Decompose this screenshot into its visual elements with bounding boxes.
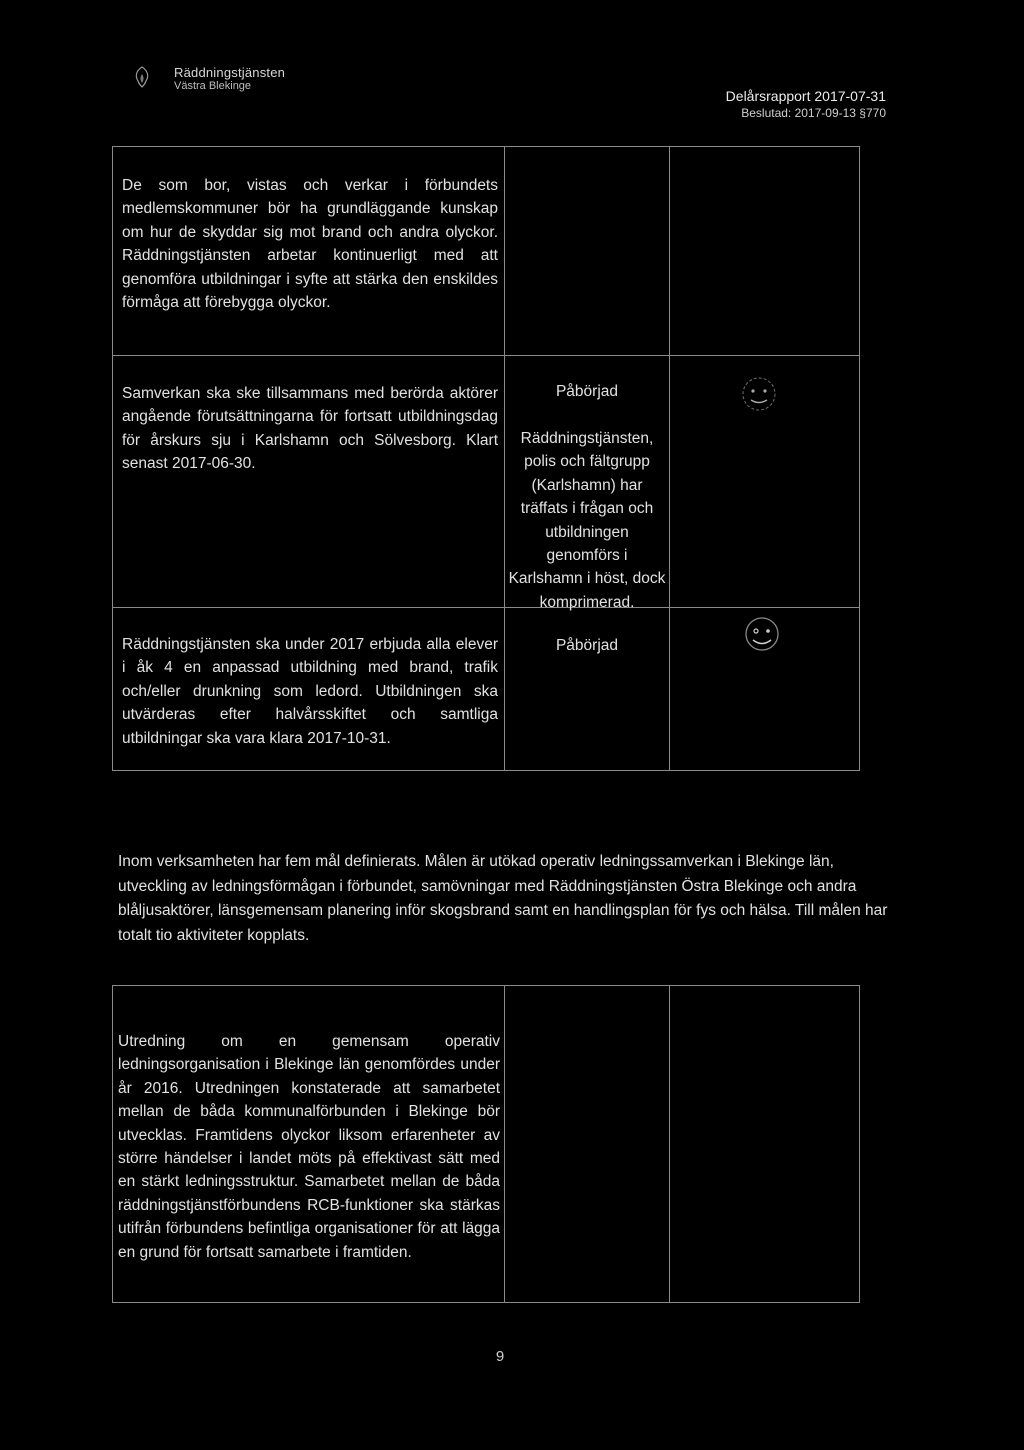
row-divider <box>112 355 860 356</box>
status-label: Påbörjad <box>555 383 619 400</box>
smiley-icon <box>740 614 784 654</box>
column-border <box>859 985 860 1302</box>
table-border-bottom <box>112 1302 860 1303</box>
body-paragraph: Inom verksamheten har fem mål definierats. Målen är utökad operativ ledningssamverkan i Blekinge län, utveckling av ledningsförmågan i förbundet, samövningar med Räddningstjänsten Östra Blekinge och andra blåljusaktörer, länsgemensam planering inför skogsbrand samt en handlingsplan för fys och hälsa. Till målen har totalt tio aktiviteter kopplats. <box>118 853 888 944</box>
activity-text: De som bor, vistas och verkar i förbundets medlemskommuner bör ha grundläggande kunskap om hur de skyddar sig mot brand och andra olyckor. Räddningstjänsten arbetar kontinuerligt med att genomföra utbildningar i syfte att stärka den enskildes förmåga att förebygga olyckor. <box>122 177 498 312</box>
activity-text: Räddningstjänsten ska under 2017 erbjuda alla elever i åk 4 en anpassad utbildning med brand, trafik och/eller drunkning som ledord. Utbildningen ska utvärderas efter halvårsskiftet och samtliga utbildningar ska vara klara 2017-10-31. <box>122 636 498 747</box>
report-decision-date: Beslutad: 2017-09-13 §770 <box>741 106 886 120</box>
table-border-bottom <box>112 770 860 771</box>
table-border-top <box>112 146 860 147</box>
goal-text: Utredning om en gemensam operativ ledningsorganisation i Blekinge län genomfördes under år 2016. Utredningen konstaterade att samarbetet mellan de båda kommunalförbunden i Blekinge bör utvecklas. Framtidens olyckor liksom erfarenheter av större händelser i landet möts på effektivast sätt med en stärkt ledningsstruktur. Samarbetet mellan de båda räddningstjänstförbundens RCB-funktioner ska stärkas utifrån förbundens befintliga organisationer för att lägga en grund för fortsatt samarbete i framtiden. <box>118 1033 500 1261</box>
column-border <box>669 985 670 1302</box>
activity-text: Samverkan ska ske tillsammans med berörda aktörer angående förutsättningarna för fortsatt utbildningsdag för årskurs sju i Karlshamn och Sölvesborg. Klart senast 2017-06-30. <box>122 385 498 473</box>
column-border <box>669 146 670 770</box>
row-divider <box>112 607 860 608</box>
smiley-icon <box>737 374 781 414</box>
status-comment: Räddningstjänsten, polis och fältgrupp (Karlshamn) har träffats i frågan och utbildningen genomförs i Karlshamn i höst, dock komprimerad. <box>508 430 666 611</box>
column-border <box>504 985 505 1302</box>
report-title: Delårsrapport 2017-07-31 <box>725 88 886 104</box>
table-border-top <box>112 985 860 986</box>
organization-name: Räddningstjänsten <box>174 65 286 80</box>
organization-subtitle: Västra Blekinge <box>174 80 252 92</box>
page-number: 9 <box>495 1348 505 1365</box>
logo-icon <box>132 66 152 88</box>
status-label: Påbörjad <box>555 637 619 654</box>
column-border <box>112 146 113 770</box>
column-border <box>112 985 113 1302</box>
column-border <box>504 146 505 770</box>
column-border <box>859 146 860 770</box>
